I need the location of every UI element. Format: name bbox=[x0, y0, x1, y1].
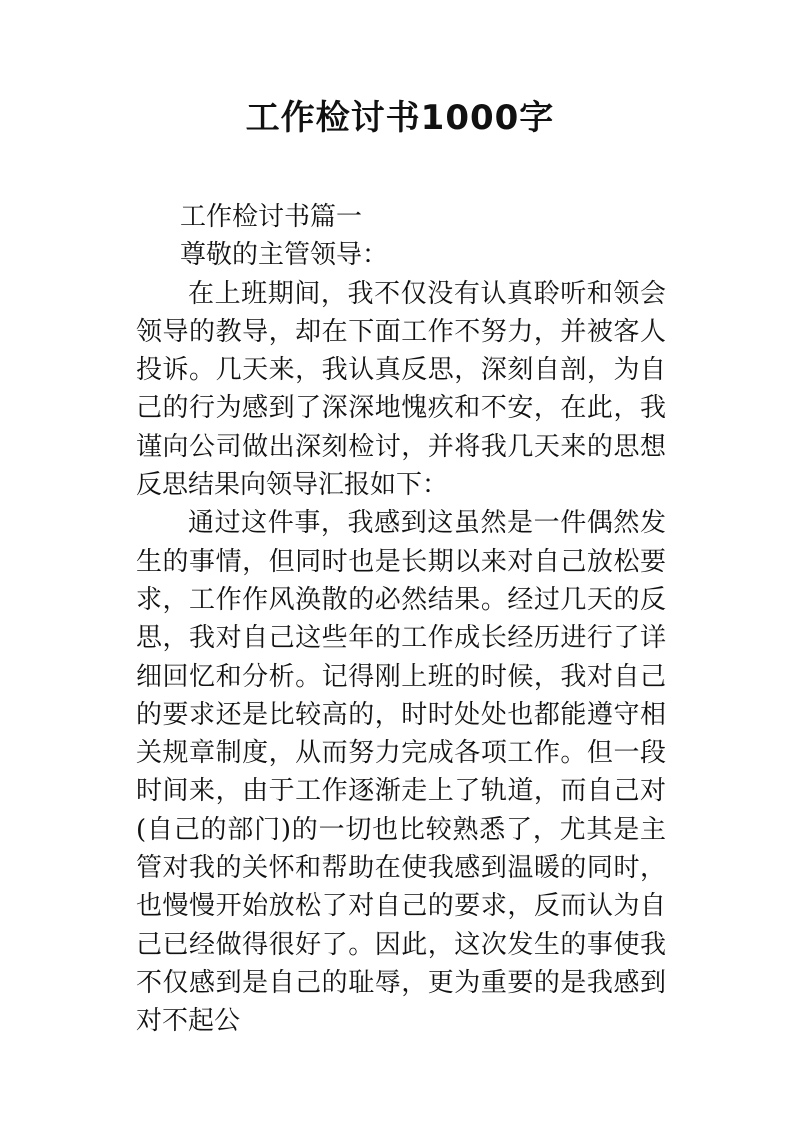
document-title: 工作检讨书1000字 bbox=[245, 98, 555, 138]
section-heading: 工作检讨书篇一 bbox=[180, 202, 363, 232]
body-paragraph: 在上班期间，我不仅没有认真聆听和领会领导的教导，却在下面工作不努力，并被客人投诉。几天来，我认真反思，深刻自剖，为自己的行为感到了深深地愧疚和不安，在此，我谨向公司做出深刻检讨，并将我几天来的思想反思结果向领导汇报如下： bbox=[136, 278, 666, 501]
document-body bbox=[136, 198, 666, 1041]
body-paragraph: 通过这件事，我感到这虽然是一件偶然发生的事情，但同时也是长期以来对自己放松要求，工作作风涣散的必然结果。经过几天的反思，我对自己这些年的工作成长经历进行了详细回忆和分析。记得刚上班的时候，我对自己的要求还是比较高的，时时处处也都能遵守相关规章制度，从而努力完成各项工作。但一段时间来，由于工作逐渐走上了轨道，而自己对(自己的部门)的一切也比较熟悉了，尤其是主管对我的关怀和帮助在使我感到温暖的同时，也慢慢开始放松了对自己的要求，反而认为自己已经做得很好了。因此，这次发生的事使我不仅感到是自己的耻辱，更为重要的是我感到对不起公 bbox=[136, 508, 666, 1037]
salutation: 尊敬的主管领导： bbox=[180, 240, 389, 271]
